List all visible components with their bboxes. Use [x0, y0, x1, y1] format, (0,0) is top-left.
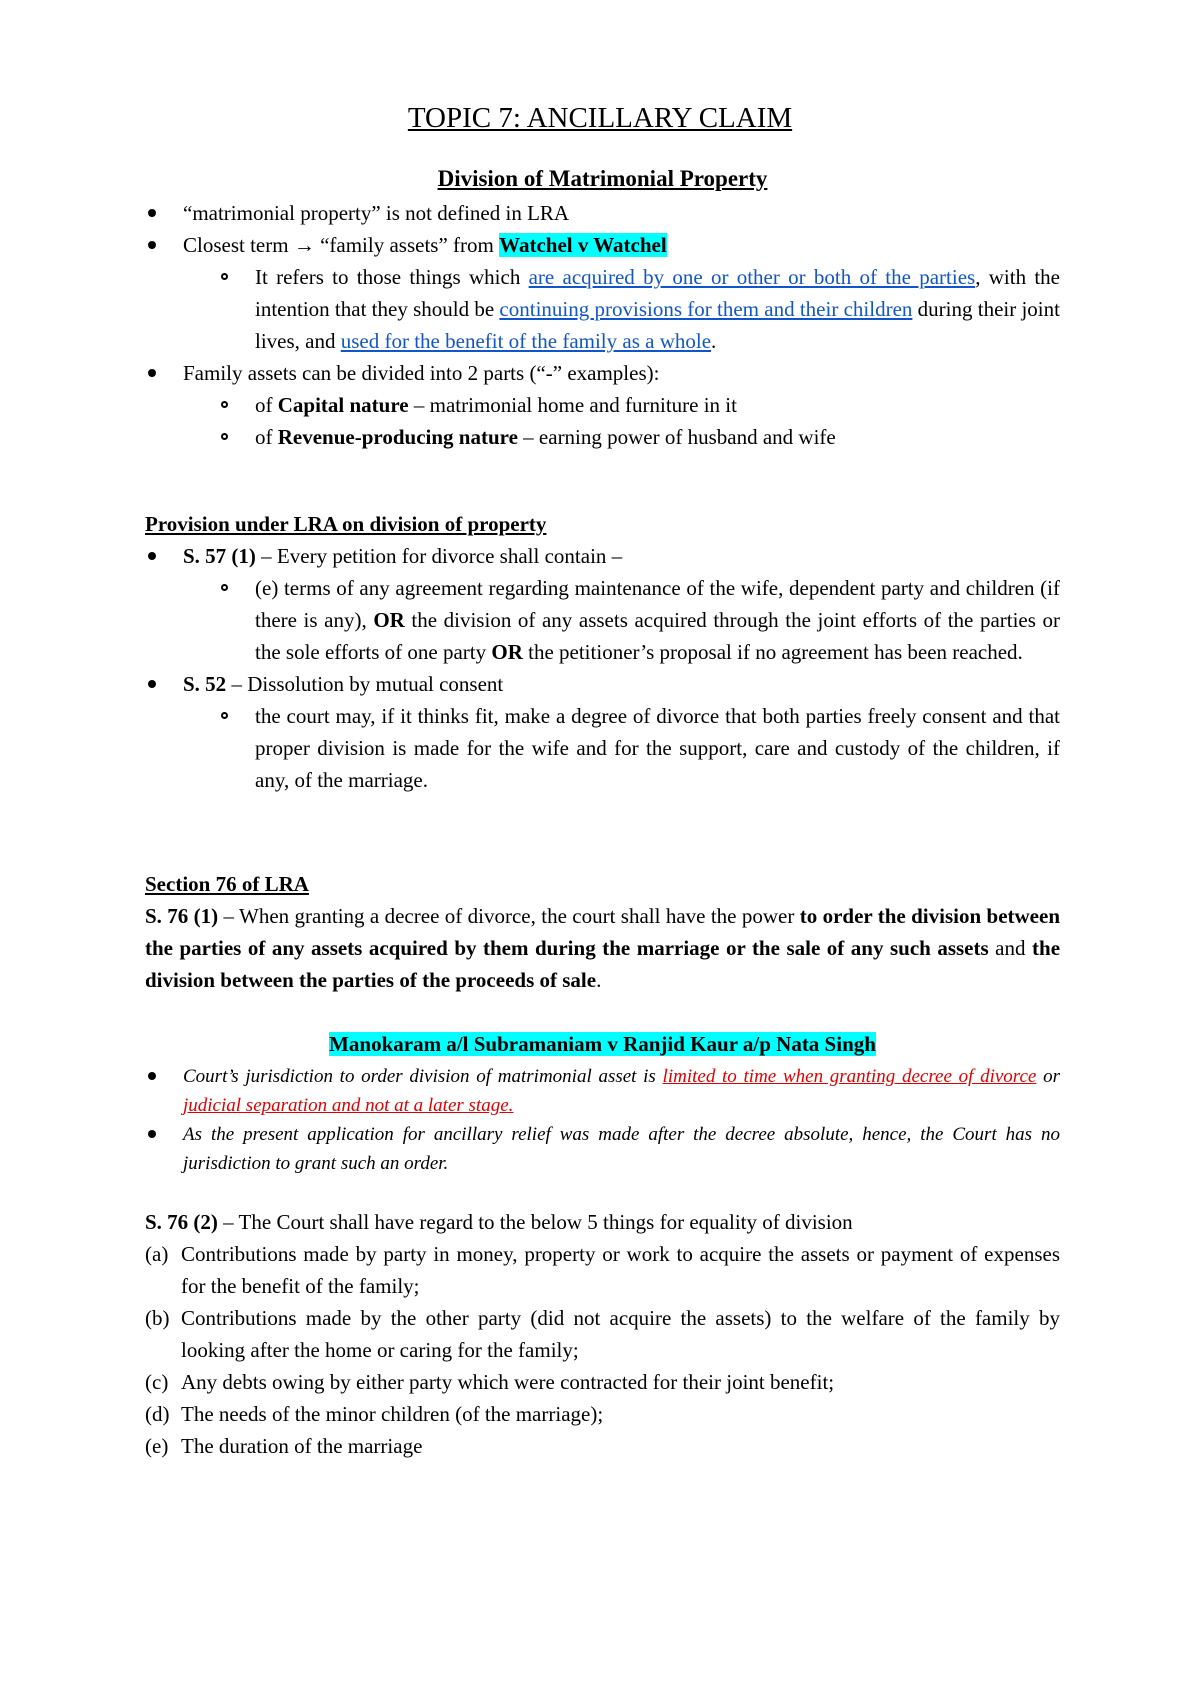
- case-highlight: Watchel v Watchel: [499, 233, 667, 257]
- list-item: Family assets can be divided into 2 parts (“-” examples):: [145, 357, 1060, 389]
- section-heading: Division of Matrimonial Property: [437, 166, 768, 191]
- sub-list-item: (e) terms of any agreement regarding maintenance of the wife, dependent party and children (if there is any), OR the division of any assets acquired through the joint efforts of the parties or the sole efforts of one party OR the petitioner’s proposal if no agreement has been reached.: [145, 572, 1060, 668]
- list-item: (c) Any debts owing by either party which were contracted for their joint benefit;: [145, 1370, 835, 1394]
- bullet-icon: [148, 552, 156, 560]
- circle-bullet-icon: [221, 433, 228, 440]
- list-item: As the present application for ancillary relief was made after the decree absolute, hence, the Court has no jurisdiction to grant such an order.: [145, 1120, 1060, 1178]
- list-item: Court’s jurisdiction to order division of matrimonial asset is limited to time when granting decree of divorce or judicial separation and not at a later stage.: [145, 1062, 1060, 1120]
- section-case: [145, 1028, 1060, 1178]
- list-item: (d) The needs of the minor children (of the marriage);: [145, 1402, 604, 1426]
- section-76: [145, 868, 1060, 996]
- sub-list-item: It refers to those things which are acquired by one or other or both of the parties, with the intention that they should be continuing provisions for them and their children during their joint lives, and used for the benefit of the family as a whole.: [145, 261, 1060, 357]
- underlined-phrase: are acquired by one or other or both of the parties: [528, 265, 976, 289]
- bullet-icon: [148, 241, 156, 249]
- sub-list-item: of Revenue-producing nature – earning power of husband and wife: [145, 421, 1060, 453]
- arrow-right-icon: →: [293, 233, 315, 257]
- underlined-phrase: used for the benefit of the family as a whole: [340, 329, 712, 353]
- list-item: (b) Contributions made by the other party (did not acquire the assets) to the welfare of the family by looking after the home or caring for the family;: [145, 1306, 1060, 1362]
- red-underlined-phrase: limited to time when granting decree of divorce: [662, 1066, 1037, 1087]
- section-heading: Section 76 of LRA: [145, 872, 309, 896]
- list-item: S. 57 (1) – Every petition for divorce shall contain –: [145, 540, 1060, 572]
- list-item: (e) The duration of the marriage: [145, 1434, 423, 1458]
- underlined-phrase: continuing provisions for them and their children: [499, 297, 913, 321]
- sub-list-item: the court may, if it thinks fit, make a degree of divorce that both parties freely consent and that proper division is made for the wife and for the support, care and custody of the children, if any, of the marriage.: [145, 700, 1060, 796]
- case-title: Manokaram a/l Subramaniam v Ranjid Kaur a/p Nata Singh: [329, 1032, 876, 1056]
- sub-list-item: of Capital nature – matrimonial home and furniture in it: [145, 389, 1060, 421]
- section-lra-provision: [145, 508, 1060, 796]
- section-matrimonial-property: [145, 163, 1060, 453]
- red-underlined-phrase: judicial separation and not at a later stage.: [183, 1095, 514, 1116]
- bullet-icon: [148, 1072, 156, 1080]
- paragraph: S. 76 (2) – The Court shall have regard to the below 5 things for equality of division: [145, 1210, 853, 1234]
- section-heading: Provision under LRA on division of property: [145, 512, 547, 536]
- bullet-icon: [148, 369, 156, 377]
- bullet-icon: [148, 209, 156, 217]
- list-item: “matrimonial property” is not defined in LRA: [145, 197, 1060, 229]
- list-item: (a) Contributions made by party in money, property or work to acquire the assets or payment of expenses for the benefit of the family;: [145, 1242, 1060, 1298]
- paragraph: S. 76 (1) – When granting a decree of divorce, the court shall have the power to order the division between the parties of any assets acquired by them during the marriage or the sale of any such assets and the division between the parties of the proceeds of sale.: [145, 904, 1061, 992]
- circle-bullet-icon: [221, 401, 228, 408]
- circle-bullet-icon: [221, 584, 228, 591]
- page-title: TOPIC 7: ANCILLARY CLAIM: [407, 102, 793, 134]
- list-item: S. 52 – Dissolution by mutual consent: [145, 668, 1060, 700]
- bullet-icon: [148, 680, 156, 688]
- circle-bullet-icon: [221, 273, 228, 280]
- bullet-icon: [148, 1130, 156, 1138]
- list-item: Closest term → “family assets” from Watchel v Watchel: [145, 229, 1060, 261]
- circle-bullet-icon: [221, 712, 228, 719]
- section-76-2: [145, 1206, 1060, 1462]
